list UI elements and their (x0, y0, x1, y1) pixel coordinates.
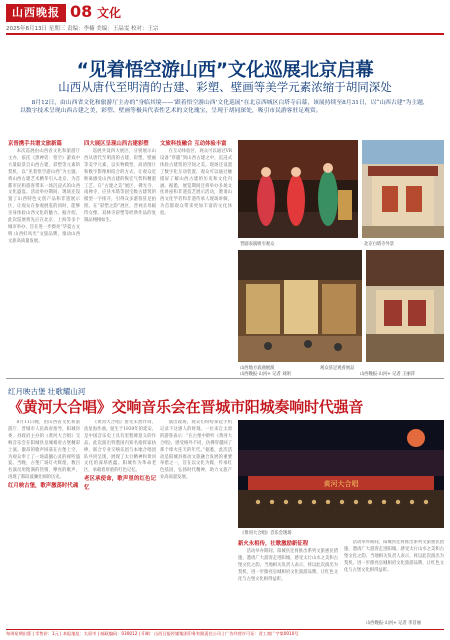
story2-section-head: 老区承使命，歌声里的红色记忆 (84, 476, 156, 492)
svg-text:黄河大合唱: 黄河大合唱 (323, 480, 359, 488)
story2-column-1 (8, 420, 80, 626)
story2-body-text: 8月11日晚，由山西省文化和旅游厅、晋城市人民政府指导，阳城县委、县政府主办的《黄河大合唱》交响音乐会在阳城县皇城相府古堡精彩上演。激昂的歌声回荡在古堡上空，为观众奉上了一场震撼心灵的视听盛宴。当晚，古堡广场灯火辉煌，数百名演员用饱满的热情、嘹亮的歌声，再现了那段波澜壮阔的历史。 (8, 420, 80, 481)
story-divider (6, 378, 444, 379)
photo-caption: 观众驻足观看展品 (320, 366, 355, 371)
footer-info: 每周星期出版 | 零售价：1元 | 本报地址：太原市 | 邮政编码：030012 | 印刷：山西日报传媒集团印务有限责任公司 | 广告经营许可证：晋工商广字第0010号 (6, 631, 299, 636)
photo-yellow-river-concert (238, 420, 444, 528)
photo-exhibition-hall (238, 250, 362, 362)
footer-rule (6, 629, 444, 630)
story2-column-3 (160, 420, 232, 626)
newspaper-logo: 山西晚报 (6, 4, 66, 22)
photo-caption: 晋剧表演吸引观众 (240, 242, 275, 247)
story1-section-head: 文旅科技融合 互动体验丰富 (160, 141, 227, 147)
story2-section-head: 新火永相传，壮歌激励新征程 (238, 541, 309, 547)
masthead-rule (6, 33, 444, 35)
photo-credit: 山西晚报·山河+ 记者 王丽萍 (360, 372, 415, 377)
story1-lead: 8月12日，由山西省文化和旅游厅主办的“身临其境——‘跟着悟空游山西’文化巡展”在北京西城区白塔寺启幕，该展持续至8月31日，以“山西古建”为主题，以数字技术呈现山西古建之美，彩塑、壁画等极具代表性艺术的文化瑰宝，呈现于胡同深处，吸引市民游客驻足观赏。 (20, 100, 429, 115)
edition-line: 2025年8月13日 星期三 责编：李楠 美编：王晶雯 校对：王宗 (6, 26, 159, 32)
story1-body-text: 巡展共设四大展区，分别展示山西从唐代至明清的古建、彩塑、壁画等美学元素，以实物模型、高清图片和数字影像相结合的方式，让观众近距离感受山西古建的恢宏气势和精湛工艺。在“古建之美”展区，佛光寺、南禅寺、应县木塔等国宝级古建筑的模型一字排开，引得众多游客驻足拍照。在“彩塑之韵”展区，晋祠圣母殿侍女像、双林寺彩塑等经典作品的复制品栩栩如生。 (84, 149, 156, 224)
story1-body-text: 本次巡展由山西省文化和旅游厅主办，依托《黑神话：悟空》游戏中大量取景自山西古建、彩塑等元素的契机，以“见着悟空游山西”为主题，将山西古建艺术精华引入北京，为首都市民和游客带来一场沉浸式的山西文化盛宴。活动举办期间，现场还设置了山西特色文创产品和非遗展示区，让观众在参观展览的同时，能够亲身体验山西文化的魅力。据介绍，此次巡展将先后在北京、上海等多个城市举办，旨在进一步擦亮“华夏古文明 山西好风光”文旅品牌，推动山西文旅高质量发展。 (8, 149, 80, 244)
photo-caption: 山西地方戏曲展演 (240, 366, 275, 371)
story1-headline: “见着悟空游山西”文化巡展北京启幕 (76, 60, 374, 81)
masthead (0, 0, 450, 34)
story1-column-2 (84, 140, 156, 376)
story2-headline: 《黄河大合唱》交响音乐会在晋城市阳城奏响时代强音 (8, 398, 364, 416)
photo-caption: 北京白塔寺外景 (364, 242, 395, 247)
story2-body-text: 演出现场，观众们纷纷拿起手机记录下这感人的时刻。一位来自太原的游客表示：“在古堡中聆听《黄河大合唱》，感受格外不同，仿佛穿越回了那个烽火连天的年代。”据悉，此次活动是阳城县推动文旅融合发展的重要举措之一，旨在以文化为媒，传承红色基因，弘扬时代精神，助力文旅产业高质量发展。 (160, 420, 232, 481)
section-name: 文化 (97, 6, 122, 20)
story2-body-text: 《黄河大合唱》由光未然作词、冼星海作曲，诞生于1939年的延安，是中国音乐史上具有里程碑意义的作品。此次演出特邀国内知名指挥家执棒，联合专业交响乐团与本地合唱团队共同呈现，展现了太行精神和黄河文化的深厚底蕴。阳城作为革命老区，承载着厚重的红色记忆。 (84, 420, 156, 474)
page-number: 08 (70, 2, 93, 21)
photo-caption: 《黄河大合唱》音乐会现场 (240, 531, 292, 536)
story2-column-2 (84, 420, 156, 626)
story1-body-text: 在互动体验区，观众可以通过VR设备“穿越”到山西古建之中，沉浸式体验古建筑的空间之美。现场还设置了数字化互动装置，观众可以通过触摸屏了解山西古建的历史和文化内涵。据悉，展览期间还将举办多场文化讲座和非遗技艺展示活动，邀请山西文化学者和非遗传承人现场讲解，为首都观众带来更加丰富的文化体验。 (160, 149, 232, 217)
photo-credit: 山西晚报·山河+ 记者 刘朗 (240, 372, 291, 377)
photo-credit: 山西晚报·山河+ 记者 李首丽 (366, 621, 421, 626)
story1-subheadline: 山西从唐代至明清的古建、彩塑、壁画等美学元素浓缩于胡同深处 (58, 80, 392, 94)
story2-column-4 (238, 540, 338, 626)
story1-column-3 (160, 140, 232, 376)
story2-section-head: 红月映古堡，歌声激荡时代魂 (8, 483, 79, 490)
story2-kicker: 红月映古堡 壮歌耀山河 (8, 387, 86, 396)
story1-column-1 (8, 140, 80, 376)
photo-visitors (366, 250, 444, 362)
story1-section-head: 京晋携手共谱文旅新篇 (8, 141, 62, 147)
story2-body-text: 活动举办期间，阳城县还将推出系列文旅惠民措施，邀请广大游客走进阳城，感受太行山水之美和古堡文化之韵。当地相关负责人表示，将以此次演出为契机，进一步擦亮皇城相府文化旅游品牌，让红色文化与古堡文化相得益彰。 (344, 540, 444, 573)
story2-body-text: 活动举办期间，阳城县还将推出系列文旅惠民措施，邀请广大游客走进阳城，感受太行山水之美和古堡文化之韵。当地相关负责人表示，将以此次演出为契机，进一步擦亮皇城相府文化旅游品牌，让红色文化与古堡文化相得益彰。 (238, 549, 338, 582)
photo-baita-temple (362, 140, 444, 238)
story1-section-head: 四大展区呈现山西古建彩塑 (84, 141, 149, 147)
story2-column-5 (344, 540, 444, 626)
photo-opera-performance (238, 140, 358, 238)
